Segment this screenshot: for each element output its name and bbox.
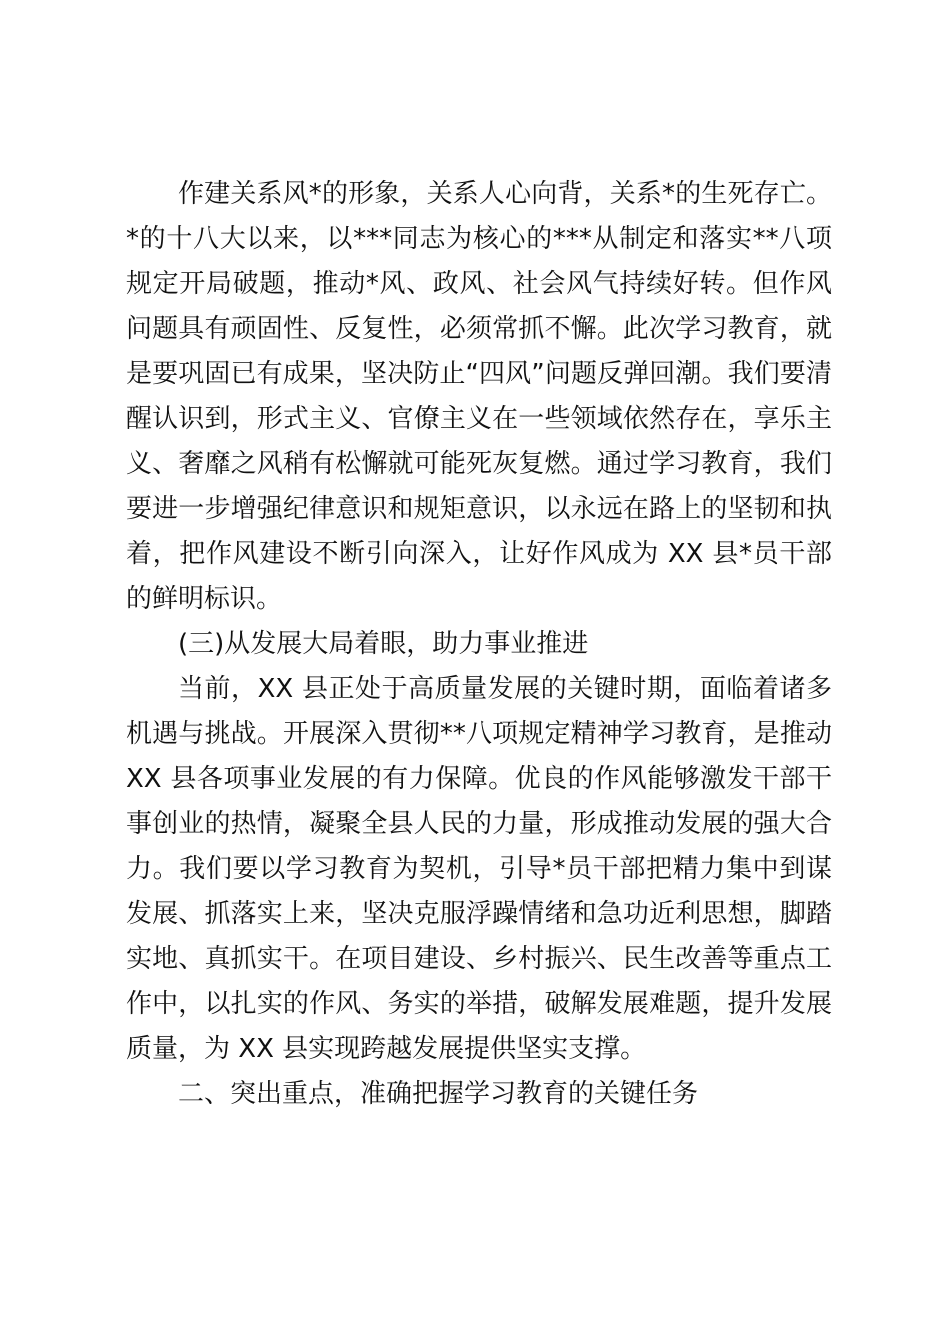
body-paragraph-2: 当前，XX 县正处于高质量发展的关键时期，面临着诸多机遇与挑战。开展深入贯彻**八项规定精神学习教育，是推动 XX 县各项事业发展的有力保障。优良的作风能够激发干部干事创业的热情，凝聚全县人民的力量，形成推动发展的强大合力。我们要以学习教育为契机，引导*员干部把精力集中到谋发展、抓落实上来，坚决克服浮躁情绪和急功近利思想，脚踏实地、真抓实干。在项目建设、乡村振兴、民生改善等重点工作中，以扎实的作风、务实的举措，破解发展难题，提升发展质量，为 XX 县实现跨越发展提供坚实支撑。 [126,674,832,1064]
subheading: (三)从发展大局着眼，助力事业推进 [178,629,589,659]
document-body [126,172,832,1117]
body-paragraph-1: 作建关系风*的形象，关系人心向背，关系*的生死存亡。*的十八大以来，以***同志为核心的***从制定和落实**八项规定开局破题，推动*风、政风、社会风气持续好转。但作风问题具有顽固性、反复性，必须常抓不懈。此次学习教育，就是要巩固已有成果，坚决防止“四风”问题反弹回潮。我们要清醒认识到，形式主义、官僚主义在一些领域依然存在，享乐主义、奢靡之风稍有松懈就可能死灰复燃。通过学习教育，我们要进一步增强纪律意识和规矩意识，以永远在路上的坚韧和执着，把作风建设不断引向深入，让好作风成为 XX 县*员干部的鲜明标识。 [126,179,832,614]
section-heading: 二、突出重点，准确把握学习教育的关键任务 [178,1079,699,1109]
